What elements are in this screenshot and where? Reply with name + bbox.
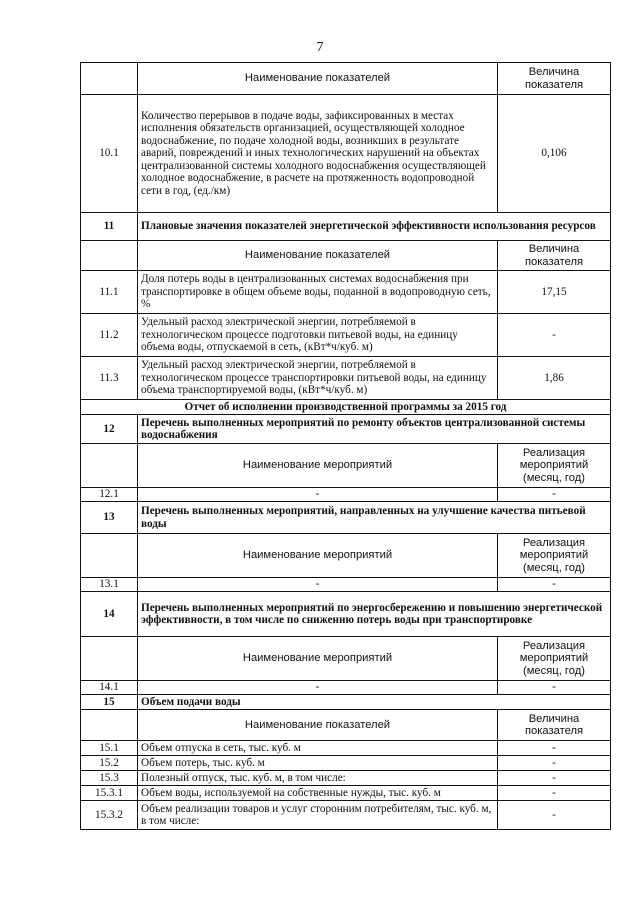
row-text: Объем потерь, тыс. куб. м — [138, 756, 498, 771]
section-number: 12 — [81, 415, 138, 444]
row-value: - — [498, 741, 611, 756]
row-text: Удельный расход электрической энергии, потребляемой в технологическом процессе транспортировки питьевой воды, на единицу объема транспортируемой воды, (кВт*ч/куб. м) — [138, 357, 498, 400]
section-title: Перечень выполненных мероприятий по ремонту объектов централизованной системы водоснабжения — [138, 415, 611, 444]
table-row — [81, 314, 611, 357]
section-number: 15 — [81, 695, 138, 710]
header-number-cell — [81, 444, 138, 488]
table-row — [81, 578, 611, 592]
section-row — [81, 213, 611, 241]
row-value: - — [498, 801, 611, 830]
table-row — [81, 488, 611, 502]
header-value-cell: Величина показателя — [498, 63, 611, 95]
header-value-cell: Величина показателя — [498, 710, 611, 741]
row-value: - — [498, 488, 611, 502]
row-number: 11.2 — [81, 314, 138, 357]
header-number-cell — [81, 241, 138, 271]
section-row — [81, 592, 611, 637]
report-title: Отчет об исполнении производственной программы за 2015 год — [81, 400, 611, 415]
row-value: - — [498, 771, 611, 786]
row-number: 15.1 — [81, 741, 138, 756]
row-value: - — [498, 786, 611, 801]
table-row — [81, 95, 611, 213]
header-number-cell — [81, 534, 138, 578]
row-value: - — [498, 756, 611, 771]
header-number-cell — [81, 637, 138, 681]
row-number: 15.3 — [81, 771, 138, 786]
row-value: - — [498, 578, 611, 592]
row-text: Объем отпуска в сеть, тыс. куб. м — [138, 741, 498, 756]
row-value: 1,86 — [498, 357, 611, 400]
row-text: - — [138, 488, 498, 502]
row-text: Объем реализации товаров и услуг сторонним потребителям, тыс. куб. м, в том числе: — [138, 801, 498, 830]
table-row — [81, 756, 611, 771]
row-number: 12.1 — [81, 488, 138, 502]
section-number: 11 — [81, 213, 138, 241]
row-number: 13.1 — [81, 578, 138, 592]
row-value: - — [498, 681, 611, 695]
section-row — [81, 695, 611, 710]
header-name-cell: Наименование показателей — [138, 710, 498, 741]
header-value-cell: Реализация мероприятий (месяц, год) — [498, 444, 611, 488]
row-number: 15.3.2 — [81, 801, 138, 830]
table-row — [81, 271, 611, 314]
section-title: Перечень выполненных мероприятий, направленных на улучшение качества питьевой воды — [138, 502, 611, 534]
section-title: Плановые значения показателей энергетической эффективности использования ресурсов — [138, 213, 611, 241]
table-header-row — [81, 534, 611, 578]
row-number: 10.1 — [81, 95, 138, 213]
table-row — [81, 786, 611, 801]
row-number: 14.1 — [81, 681, 138, 695]
row-number: 15.3.1 — [81, 786, 138, 801]
header-number-cell — [81, 63, 138, 95]
table-header-row — [81, 637, 611, 681]
header-name-cell: Наименование мероприятий — [138, 534, 498, 578]
section-title: Перечень выполненных мероприятий по энергосбережению и повышению энергетической эффективности, в том числе по снижению потерь воды при транспортировке — [138, 592, 611, 637]
table-header-row — [81, 241, 611, 271]
row-text: Объем воды, используемой на собственные нужды, тыс. куб. м — [138, 786, 498, 801]
header-name-cell: Наименование показателей — [138, 241, 498, 271]
table-row — [81, 741, 611, 756]
table-header-row — [81, 63, 611, 95]
table-row — [81, 357, 611, 400]
table-row — [81, 681, 611, 695]
section-title: Объем подачи воды — [138, 695, 611, 710]
section-number: 13 — [81, 502, 138, 534]
section-row — [81, 502, 611, 534]
row-value: 17,15 — [498, 271, 611, 314]
page-number: 7 — [316, 40, 324, 55]
header-value-cell: Реализация мероприятий (месяц, год) — [498, 637, 611, 681]
section-number: 14 — [81, 592, 138, 637]
section-row — [81, 415, 611, 444]
row-value: - — [498, 314, 611, 357]
row-text: Удельный расход электрической энергии, потребляемой в технологическом процессе подготовки питьевой воды, на единицу объема воды, отпускаемой в сеть, (кВт*ч/куб. м) — [138, 314, 498, 357]
row-number: 11.3 — [81, 357, 138, 400]
table-header-row — [81, 710, 611, 741]
table-header-row — [81, 444, 611, 488]
report-title-row — [81, 400, 611, 415]
row-text: Доля потерь воды в централизованных системах водоснабжения при транспортировке в общем объеме воды, поданной в водопроводную сеть, % — [138, 271, 498, 314]
header-value-cell: Реализация мероприятий (месяц, год) — [498, 534, 611, 578]
header-number-cell — [81, 710, 138, 741]
row-value: 0,106 — [498, 95, 611, 213]
header-name-cell: Наименование показателей — [138, 63, 498, 95]
row-text: Количество перерывов в подаче воды, зафиксированных в местах исполнения обязательств организацией, осуществляющей холодное водоснабжение, по подаче холодной воды, возникших в результате аварий, повреждений и иных технологических нарушений на объектах централизованной системы холодного водоснабжения осуществляющей холодное водоснабжение, в расчете на протяженность водопроводной сети в год, (ед./км) — [138, 95, 498, 213]
row-number: 15.2 — [81, 756, 138, 771]
header-name-cell: Наименование мероприятий — [138, 444, 498, 488]
row-text: - — [138, 578, 498, 592]
table-row — [81, 801, 611, 830]
table-row — [81, 771, 611, 786]
header-value-cell: Величина показателя — [498, 241, 611, 271]
row-text: - — [138, 681, 498, 695]
header-name-cell: Наименование мероприятий — [138, 637, 498, 681]
indicators-table — [80, 62, 611, 830]
row-number: 11.1 — [81, 271, 138, 314]
row-text: Полезный отпуск, тыс. куб. м, в том числе: — [138, 771, 498, 786]
